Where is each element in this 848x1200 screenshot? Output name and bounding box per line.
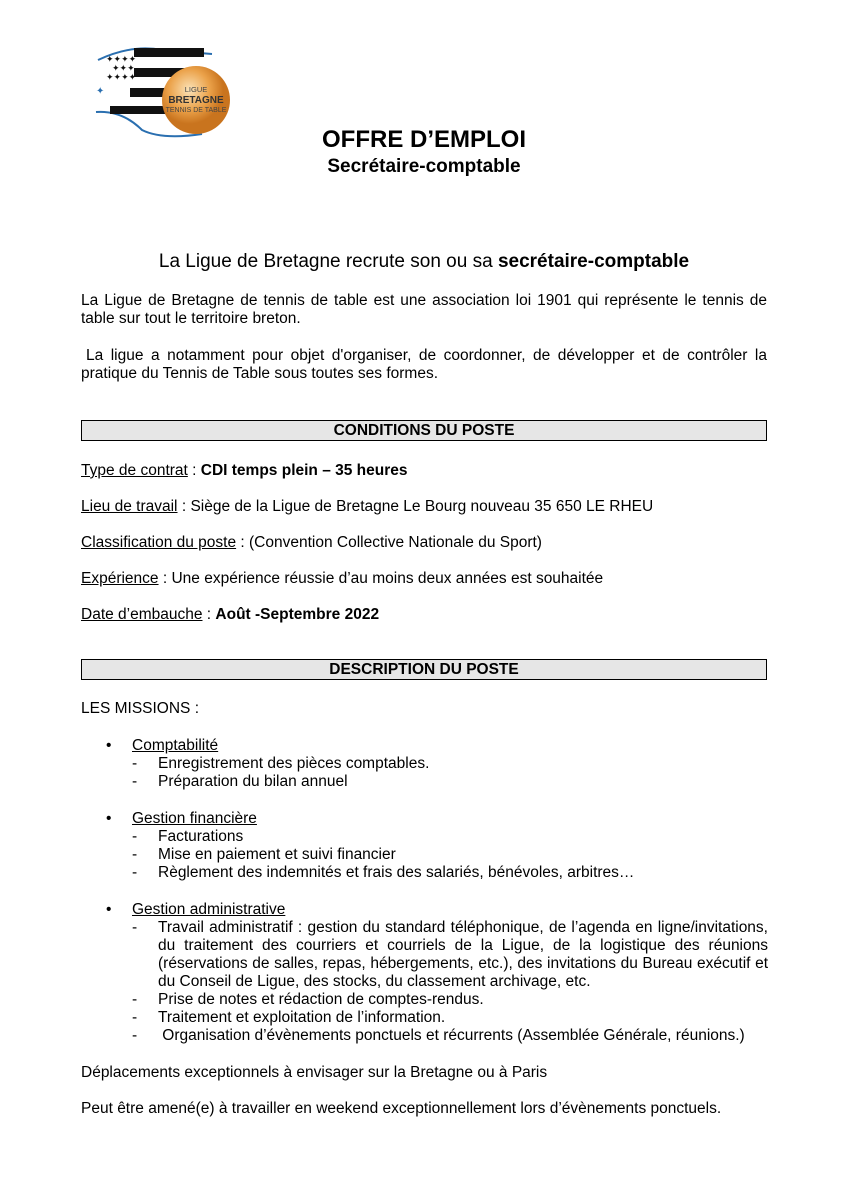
mission-item-text: Travail administratif : gestion du standard téléphonique, de l’agenda en ligne/invitations, du traitement des courriers et courriels de la Ligue, de la logistique des réunions (réservations de salles, repas, hébergements, etc.), des invitations du Bureau exécutif et du Conseil de Ligue, des stocks, du classement archivage, etc. bbox=[158, 919, 768, 990]
intro-paragraph-1: La Ligue de Bretagne de tennis de table est une association loi 1901 qui représente le tennis de table sur tout le territoire breton. bbox=[81, 292, 767, 327]
mission-group-title: Comptabilité bbox=[132, 737, 219, 754]
condition-contract bbox=[81, 462, 408, 480]
condition-start-date bbox=[81, 606, 379, 624]
condition-location bbox=[81, 498, 653, 516]
condition-separator: : bbox=[187, 462, 201, 479]
mission-item-text: Traitement et exploitation de l’information. bbox=[158, 1009, 446, 1026]
dash-icon: - bbox=[132, 991, 138, 1008]
bullet-icon: • bbox=[106, 737, 112, 754]
condition-experience bbox=[81, 570, 603, 588]
page-subtitle: Secrétaire-comptable bbox=[327, 156, 521, 177]
condition-separator: : bbox=[158, 570, 172, 587]
missions-label: LES MISSIONS : bbox=[81, 700, 200, 717]
mission-item bbox=[132, 755, 768, 773]
svg-text:✦✦✦✦: ✦✦✦✦ bbox=[106, 73, 137, 83]
condition-label: Date d’embauche bbox=[81, 606, 203, 623]
condition-value: CDI temps plein – 35 heures bbox=[200, 462, 408, 479]
condition-value: Une expérience réussie d’au moins deux années est souhaitée bbox=[171, 570, 604, 587]
dash-icon: - bbox=[132, 1027, 138, 1044]
travel-note: Déplacements exceptionnels à envisager sur la Bretagne ou à Paris bbox=[81, 1064, 548, 1081]
mission-item-text: Facturations bbox=[158, 828, 244, 845]
mission-item-text: Prise de notes et rédaction de comptes-rendus. bbox=[158, 991, 484, 1008]
mission-item-text: Mise en paiement et suivi financier bbox=[158, 846, 396, 863]
condition-classification bbox=[81, 534, 542, 552]
mission-item bbox=[132, 991, 768, 1009]
mission-group-title: Gestion administrative bbox=[132, 901, 286, 918]
dash-icon: - bbox=[132, 919, 138, 936]
mission-group-title: Gestion financière bbox=[132, 810, 257, 827]
bullet-icon: • bbox=[106, 810, 112, 827]
mission-item-text: Règlement des indemnités et frais des salariés, bénévoles, arbitres… bbox=[158, 864, 635, 881]
condition-separator: : bbox=[236, 534, 250, 551]
svg-text:BRETAGNE: BRETAGNE bbox=[168, 95, 224, 106]
mission-item bbox=[132, 864, 768, 882]
dash-icon: - bbox=[132, 846, 138, 863]
dash-icon: - bbox=[132, 828, 138, 845]
page-title: OFFRE D’EMPLOI bbox=[322, 126, 526, 153]
mission-item bbox=[132, 828, 768, 846]
svg-text:✦✦✦✦: ✦✦✦✦ bbox=[106, 55, 137, 65]
headline-job-title: secrétaire-comptable bbox=[497, 251, 690, 272]
mission-item bbox=[132, 846, 768, 864]
conditions-heading: CONDITIONS DU POSTE bbox=[81, 420, 767, 441]
svg-text:✦: ✦ bbox=[96, 86, 105, 97]
condition-label: Expérience bbox=[81, 570, 159, 587]
headline-text: La Ligue de Bretagne recrute son ou sa bbox=[158, 251, 498, 272]
headline bbox=[0, 251, 848, 273]
svg-text:TENNIS DE TABLE: TENNIS DE TABLE bbox=[165, 107, 227, 114]
mission-item bbox=[132, 773, 768, 791]
condition-label: Lieu de travail bbox=[81, 498, 178, 515]
dash-icon: - bbox=[132, 773, 138, 790]
description-heading: DESCRIPTION DU POSTE bbox=[81, 659, 767, 680]
mission-item bbox=[132, 1027, 768, 1045]
bullet-icon: • bbox=[106, 901, 112, 918]
condition-label: Type de contrat bbox=[81, 462, 188, 479]
intro-paragraph-2: La ligue a notamment pour objet d'organiser, de coordonner, de développer et de contrôler la pratique du Tennis de Table sous toutes ses formes. bbox=[81, 347, 767, 382]
dash-icon: - bbox=[132, 1009, 138, 1026]
mission-item-text: Organisation d’évènements ponctuels et récurrents (Assemblée Générale, réunions.) bbox=[158, 1027, 745, 1044]
svg-text:LIGUE: LIGUE bbox=[184, 85, 208, 94]
mission-item bbox=[132, 1009, 768, 1027]
svg-text:✦✦✦: ✦✦✦ bbox=[112, 64, 135, 74]
mission-item-text: Enregistrement des pièces comptables. bbox=[158, 755, 430, 772]
condition-separator: : bbox=[202, 606, 216, 623]
weekend-note: Peut être amené(e) à travailler en weekend exceptionnellement lors d’évènements ponctuels. bbox=[81, 1100, 722, 1117]
condition-separator: : bbox=[177, 498, 191, 515]
dash-icon: - bbox=[132, 864, 138, 881]
condition-value: Août -Septembre 2022 bbox=[215, 606, 380, 623]
dash-icon: - bbox=[132, 755, 138, 772]
condition-label: Classification du poste bbox=[81, 534, 237, 551]
mission-item-text: Préparation du bilan annuel bbox=[158, 773, 348, 790]
mission-item bbox=[132, 919, 768, 991]
condition-value: (Convention Collective Nationale du Sport) bbox=[249, 534, 542, 551]
condition-value: Siège de la Ligue de Bretagne Le Bourg nouveau 35 650 LE RHEU bbox=[190, 498, 654, 515]
